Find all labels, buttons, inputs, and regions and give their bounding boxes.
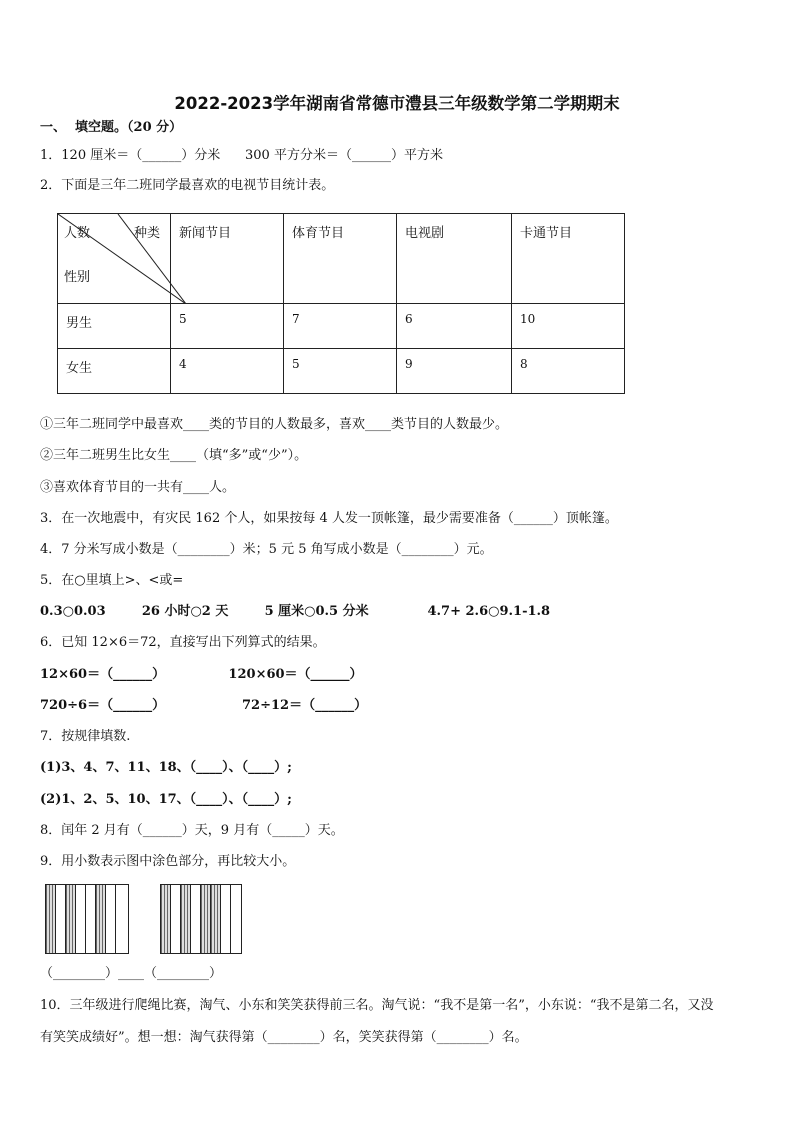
question-2: 2．下面是三年二班同学最喜欢的电视节目统计表。 xyxy=(40,178,335,193)
decimal-figure-2 xyxy=(160,884,242,954)
blank-strip xyxy=(106,885,116,953)
table-header-cell: 新闻节目 xyxy=(171,214,284,304)
question-5-items: 0.3○0.03 26 小时○2 天 5 厘米○0.5 分米 4.7+ 2.6○9.1-1.8 xyxy=(40,604,551,619)
question-2-part-3: ③喜欢体育节目的一共有____人。 xyxy=(40,480,236,495)
question-6-line-1: 12×60＝（______） 120×60＝（______） xyxy=(40,667,363,682)
decimal-figure-1 xyxy=(45,884,129,954)
shaded-strip xyxy=(181,885,191,953)
table-cell: 8 xyxy=(512,349,625,394)
shaded-strip xyxy=(46,885,56,953)
row-label: 女生 xyxy=(58,349,171,394)
blank-strip xyxy=(86,885,96,953)
question-2-part-2: ②三年二班男生比女生____（填“多”或“少”）。 xyxy=(40,448,308,463)
page-title: 2022-2023学年湖南省常德市澧县三年级数学第二学期期末 xyxy=(174,94,620,113)
question-6: 6．已知 12×6＝72，直接写出下列算式的结果。 xyxy=(40,635,326,650)
table-cell: 4 xyxy=(171,349,284,394)
blank-strip xyxy=(116,885,128,953)
table-header-cell: 体育节目 xyxy=(284,214,397,304)
table-header-cell: 卡通节目 xyxy=(512,214,625,304)
question-9-answers: （________）____（________） xyxy=(40,966,223,981)
table-header-cell: 电视剧 xyxy=(397,214,512,304)
question-7-sequence-2: (2)1、2、5、10、17、（____）、（____）; xyxy=(40,792,292,807)
question-7-sequence-1: (1)3、4、7、11、18、（____）、（____）; xyxy=(40,760,292,775)
question-10-line-1: 10．三年级进行爬绳比赛，淘气、小东和笑笑获得前三名。淘气说：“我不是第一名”，小东说：“我不是第二名，又没 xyxy=(40,998,714,1013)
section-heading: 一、 填空题。（20 分） xyxy=(40,120,183,135)
corner-label-count: 人数 xyxy=(64,226,91,241)
row-label: 男生 xyxy=(58,304,171,349)
table-cell: 5 xyxy=(171,304,284,349)
blank-strip xyxy=(231,885,241,953)
question-7: 7．按规律填数. xyxy=(40,729,131,744)
shaded-strip xyxy=(201,885,211,953)
question-6-line-2: 720÷6＝（______） 72÷12＝（______） xyxy=(40,698,368,713)
question-4: 4．7 分米写成小数是（________）米；5 元 5 角写成小数是（________）元。 xyxy=(40,542,493,557)
shaded-strip xyxy=(66,885,76,953)
question-10-line-2: 有笑笑成绩好”。想一想：淘气获得第（________）名，笑笑获得第（________）名。 xyxy=(40,1030,528,1045)
question-8: 8．闰年 2 月有（______）天，9 月有（_____）天。 xyxy=(40,823,344,838)
blank-strip xyxy=(171,885,181,953)
question-9: 9．用小数表示图中涂色部分，再比较大小。 xyxy=(40,854,296,869)
corner-label-gender: 性别 xyxy=(64,270,91,285)
table-corner-cell xyxy=(58,214,171,304)
shaded-strip xyxy=(96,885,106,953)
question-1: 1．120 厘米＝（______）分米 300 平方分米＝（______）平方米 xyxy=(40,148,443,163)
table-cell: 9 xyxy=(397,349,512,394)
shaded-strip xyxy=(211,885,221,953)
tv-program-table xyxy=(57,213,625,394)
blank-strip xyxy=(191,885,201,953)
blank-strip xyxy=(221,885,231,953)
question-2-part-1: ①三年二班同学中最喜欢____类的节目的人数最多，喜欢____类节目的人数最少。 xyxy=(40,417,509,432)
table-row xyxy=(58,304,625,349)
table-cell: 7 xyxy=(284,304,397,349)
table-cell: 10 xyxy=(512,304,625,349)
corner-label-type: 种类 xyxy=(134,226,161,241)
table-row xyxy=(58,349,625,394)
table-cell: 6 xyxy=(397,304,512,349)
table-cell: 5 xyxy=(284,349,397,394)
question-3: 3．在一次地震中，有灾民 162 个人，如果按每 4 人发一顶帐篷，最少需要准备（______）顶帐篷。 xyxy=(40,511,618,526)
shaded-strip xyxy=(161,885,171,953)
question-5: 5．在○里填上>、<或= xyxy=(40,573,184,588)
blank-strip xyxy=(76,885,86,953)
blank-strip xyxy=(56,885,66,953)
